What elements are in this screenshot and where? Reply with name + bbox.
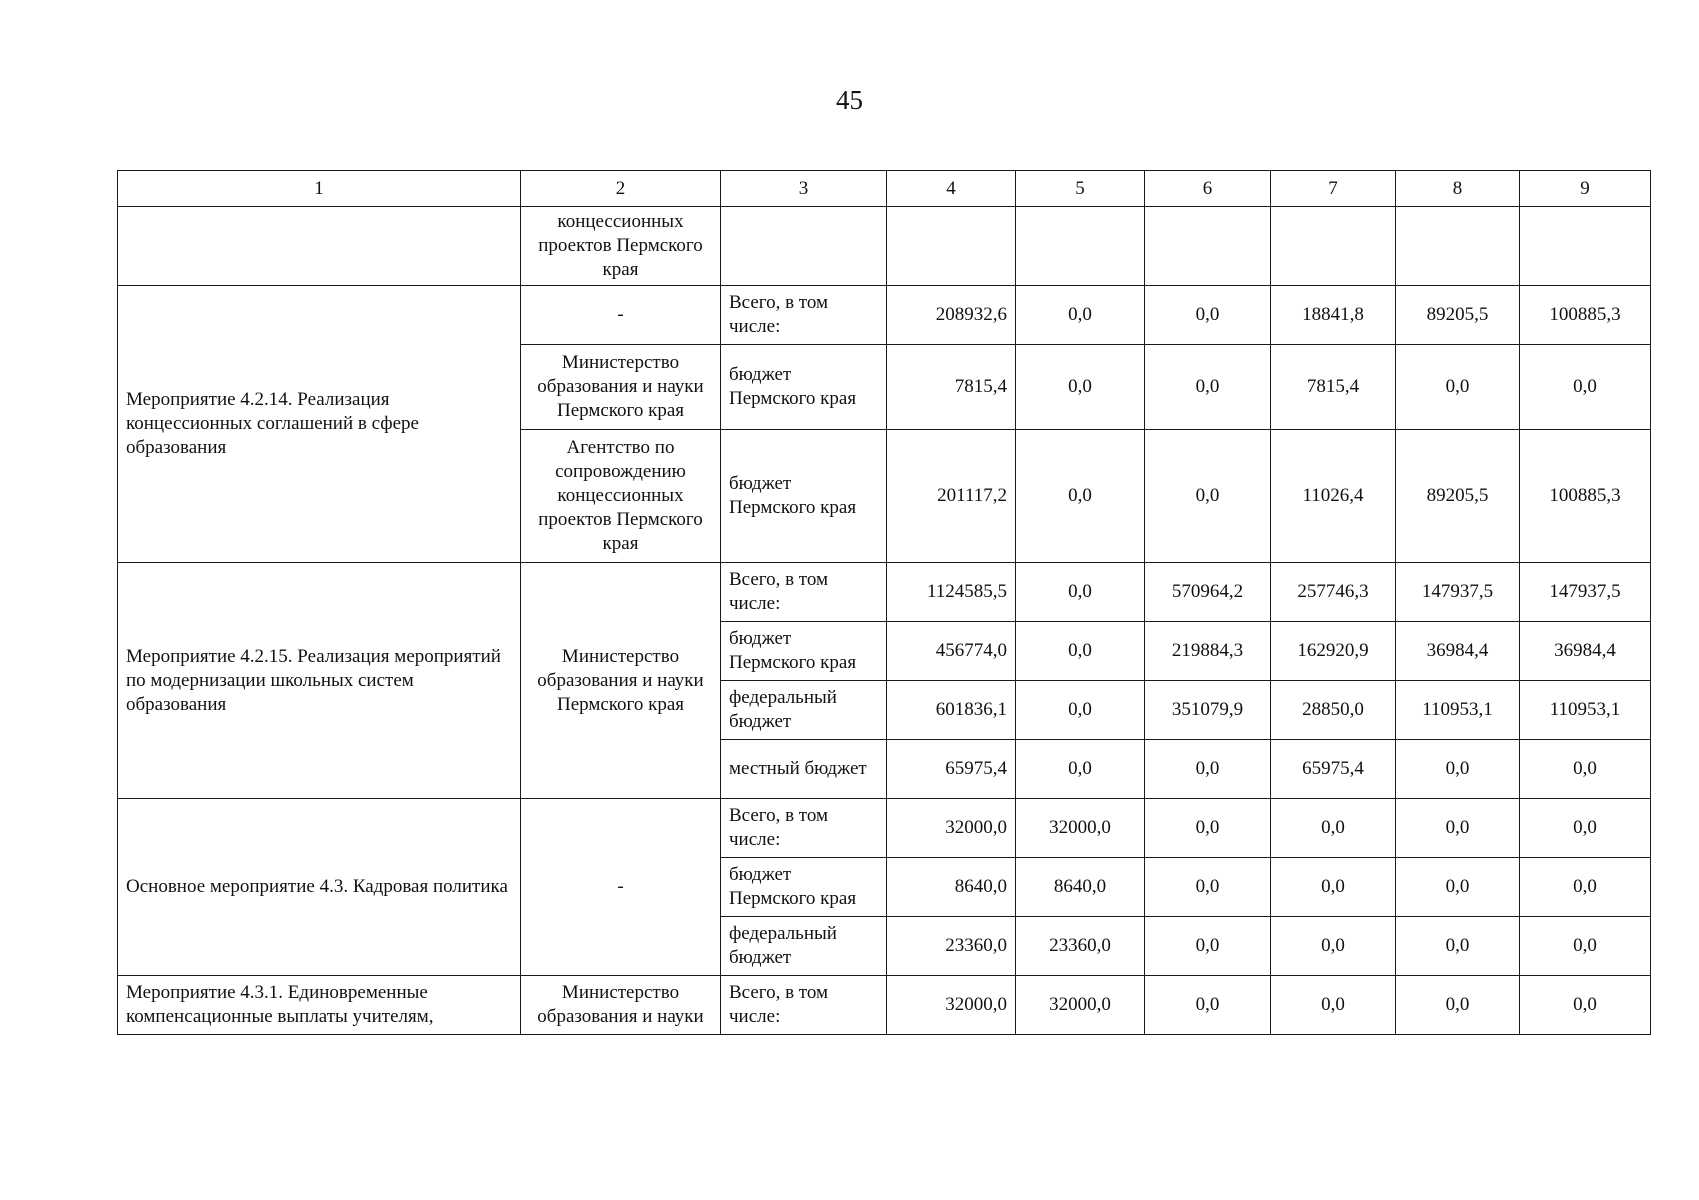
- source-cell: бюджет Пермского края: [721, 622, 887, 681]
- value-cell: 100885,3: [1520, 286, 1651, 345]
- value-cell: [1520, 207, 1651, 286]
- value-cell: 32000,0: [1016, 976, 1145, 1035]
- value-cell: 0,0: [1016, 622, 1145, 681]
- value-cell: 110953,1: [1396, 681, 1520, 740]
- value-cell: 147937,5: [1396, 563, 1520, 622]
- value-cell: 65975,4: [887, 740, 1016, 799]
- header-cell: 7: [1271, 171, 1396, 207]
- value-cell: 89205,5: [1396, 286, 1520, 345]
- value-cell: 351079,9: [1145, 681, 1271, 740]
- value-cell: 0,0: [1145, 345, 1271, 430]
- value-cell: 0,0: [1145, 858, 1271, 917]
- value-cell: [1271, 207, 1396, 286]
- activity-title: Мероприятие 4.2.14. Реализация концессионных соглашений в сфере образования: [118, 286, 521, 563]
- table-row: [118, 976, 1651, 1035]
- value-cell: 0,0: [1145, 917, 1271, 976]
- value-cell: 65975,4: [1271, 740, 1396, 799]
- value-cell: 36984,4: [1396, 622, 1520, 681]
- value-cell: 32000,0: [1016, 799, 1145, 858]
- header-cell: 6: [1145, 171, 1271, 207]
- value-cell: 0,0: [1520, 799, 1651, 858]
- executor-cell: Министерство образования и науки Пермского края: [521, 563, 721, 799]
- value-cell: [1396, 207, 1520, 286]
- value-cell: 7815,4: [1271, 345, 1396, 430]
- value-cell: 0,0: [1271, 858, 1396, 917]
- value-cell: 36984,4: [1520, 622, 1651, 681]
- header-cell: 1: [118, 171, 521, 207]
- value-cell: [1145, 207, 1271, 286]
- value-cell: [1016, 207, 1145, 286]
- value-cell: 0,0: [1271, 799, 1396, 858]
- header-cell: 8: [1396, 171, 1520, 207]
- table-row: [118, 286, 1651, 345]
- value-cell: 0,0: [1016, 345, 1145, 430]
- source-cell: федеральный бюджет: [721, 917, 887, 976]
- value-cell: 100885,3: [1520, 430, 1651, 563]
- value-cell: 0,0: [1016, 740, 1145, 799]
- source-cell: Всего, в том числе:: [721, 286, 887, 345]
- source-cell: местный бюджет: [721, 740, 887, 799]
- header-cell: 9: [1520, 171, 1651, 207]
- value-cell: 0,0: [1396, 345, 1520, 430]
- value-cell: 0,0: [1145, 976, 1271, 1035]
- value-cell: 7815,4: [887, 345, 1016, 430]
- value-cell: 0,0: [1520, 345, 1651, 430]
- header-cell: 3: [721, 171, 887, 207]
- activity-cell: [118, 207, 521, 286]
- table-row: [118, 799, 1651, 858]
- source-cell: бюджет Пермского края: [721, 430, 887, 563]
- source-cell: Всего, в том числе:: [721, 563, 887, 622]
- value-cell: 0,0: [1016, 286, 1145, 345]
- value-cell: 18841,8: [1271, 286, 1396, 345]
- value-cell: 0,0: [1520, 740, 1651, 799]
- value-cell: 32000,0: [887, 976, 1016, 1035]
- value-cell: 0,0: [1520, 917, 1651, 976]
- value-cell: 0,0: [1396, 740, 1520, 799]
- source-cell: федеральный бюджет: [721, 681, 887, 740]
- activity-title: Основное мероприятие 4.3. Кадровая политика: [118, 799, 521, 976]
- value-cell: 1124585,5: [887, 563, 1016, 622]
- value-cell: 162920,9: [1271, 622, 1396, 681]
- value-cell: 8640,0: [1016, 858, 1145, 917]
- value-cell: 28850,0: [1271, 681, 1396, 740]
- value-cell: 0,0: [1396, 917, 1520, 976]
- value-cell: 0,0: [1396, 799, 1520, 858]
- value-cell: 110953,1: [1520, 681, 1651, 740]
- value-cell: 0,0: [1016, 681, 1145, 740]
- value-cell: 570964,2: [1145, 563, 1271, 622]
- value-cell: 0,0: [1396, 976, 1520, 1035]
- value-cell: 601836,1: [887, 681, 1016, 740]
- value-cell: 89205,5: [1396, 430, 1520, 563]
- activity-title: Мероприятие 4.3.1. Единовременные компенсационные выплаты учителям,: [118, 976, 521, 1035]
- header-cell: 4: [887, 171, 1016, 207]
- continuation-row: [118, 207, 1651, 286]
- value-cell: 147937,5: [1520, 563, 1651, 622]
- source-cell: бюджет Пермского края: [721, 345, 887, 430]
- executor-cell: концессионных проектов Пермского края: [521, 207, 721, 286]
- table-row: [118, 563, 1651, 622]
- executor-cell: Агентство по сопровождению концессионных проектов Пермского края: [521, 430, 721, 563]
- header-cell: 2: [521, 171, 721, 207]
- value-cell: 0,0: [1016, 563, 1145, 622]
- executor-cell: -: [521, 799, 721, 976]
- source-cell: Всего, в том числе:: [721, 976, 887, 1035]
- value-cell: 0,0: [1145, 799, 1271, 858]
- value-cell: 0,0: [1145, 286, 1271, 345]
- header-cell: 5: [1016, 171, 1145, 207]
- page-number: 45: [836, 85, 863, 115]
- value-cell: 0,0: [1520, 858, 1651, 917]
- value-cell: 8640,0: [887, 858, 1016, 917]
- executor-cell: -: [521, 286, 721, 345]
- value-cell: 11026,4: [1271, 430, 1396, 563]
- source-cell: бюджет Пермского края: [721, 858, 887, 917]
- value-cell: 219884,3: [1145, 622, 1271, 681]
- value-cell: 0,0: [1520, 976, 1651, 1035]
- source-cell: Всего, в том числе:: [721, 799, 887, 858]
- value-cell: 0,0: [1271, 976, 1396, 1035]
- value-cell: 257746,3: [1271, 563, 1396, 622]
- value-cell: 23360,0: [1016, 917, 1145, 976]
- header-row: [118, 171, 1651, 207]
- value-cell: 0,0: [1016, 430, 1145, 563]
- executor-cell: Министерство образования и науки: [521, 976, 721, 1035]
- activity-title: Мероприятие 4.2.15. Реализация мероприятий по модернизации школьных систем образования: [118, 563, 521, 799]
- value-cell: 456774,0: [887, 622, 1016, 681]
- source-cell: [721, 207, 887, 286]
- executor-cell: Министерство образования и науки Пермского края: [521, 345, 721, 430]
- value-cell: 201117,2: [887, 430, 1016, 563]
- value-cell: 208932,6: [887, 286, 1016, 345]
- value-cell: 0,0: [1145, 430, 1271, 563]
- value-cell: 0,0: [1396, 858, 1520, 917]
- value-cell: 0,0: [1271, 917, 1396, 976]
- value-cell: 0,0: [1145, 740, 1271, 799]
- budget-table: [117, 170, 1651, 1035]
- value-cell: 23360,0: [887, 917, 1016, 976]
- value-cell: 32000,0: [887, 799, 1016, 858]
- value-cell: [887, 207, 1016, 286]
